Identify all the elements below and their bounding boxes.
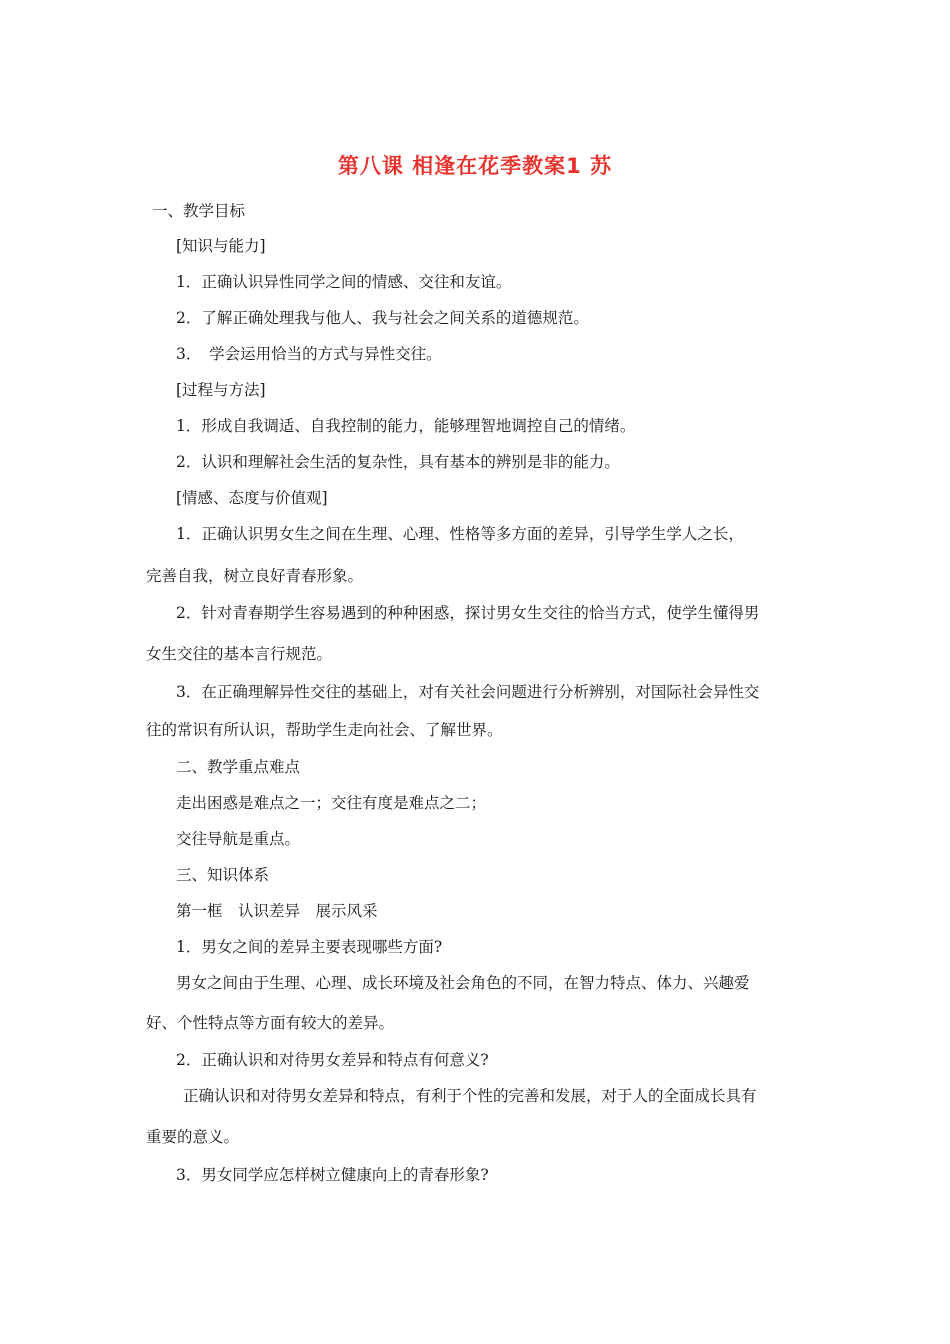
- question-line: 3．男女同学应怎样树立健康向上的青春形象?: [176, 1166, 489, 1184]
- paragraph-line: 2．针对青春期学生容易遇到的种种困惑，探讨男女生交往的恰当方式，使学生懂得男: [176, 604, 760, 622]
- paragraph-line: 2．认识和理解社会生活的复杂性，具有基本的辨别是非的能力。: [176, 453, 620, 471]
- subheading-knowledge-ability: [知识与能力]: [176, 237, 266, 255]
- paragraph-line: 重要的意义。: [146, 1128, 240, 1146]
- paragraph-line: 女生交往的基本言行规范。: [146, 645, 333, 663]
- subheading-first-frame: 第一框 认识差异 展示风采: [176, 902, 378, 920]
- document-title: 第八课 相逢在花季教案1 苏: [337, 154, 613, 178]
- paragraph-line: 完善自我，树立良好青春形象。: [146, 567, 364, 585]
- question-line: 1．男女之间的差异主要表现哪些方面?: [176, 938, 443, 956]
- section-heading-knowledge-system: 三、知识体系: [176, 866, 270, 884]
- paragraph-line: 1．正确认识男女生之间在生理、心理、性格等多方面的差异，引导学生学人之长，: [176, 525, 744, 543]
- paragraph-line: 1．正确认识异性同学之间的情感、交往和友谊。: [176, 273, 512, 291]
- paragraph-line: 2．了解正确处理我与他人、我与社会之间关系的道德规范。: [176, 309, 589, 327]
- paragraph-line: 往的常识有所认识，帮助学生走向社会、了解世界。: [146, 721, 503, 739]
- section-heading-objectives: 一、教学目标: [152, 202, 246, 220]
- paragraph-line: 走出困惑是难点之一；交往有度是难点之二；: [176, 794, 487, 812]
- paragraph-line: 1．形成自我调适、自我控制的能力，能够理智地调控自己的情绪。: [176, 417, 636, 435]
- subheading-process-method: [过程与方法]: [176, 381, 266, 399]
- paragraph-line: 正确认识和对待男女差异和特点，有利于个性的完善和发展，对于人的全面成长具有: [183, 1087, 757, 1105]
- paragraph-line: 3． 学会运用恰当的方式与异性交往。: [176, 345, 442, 363]
- subheading-emotion-attitude: [情感、态度与价值观]: [176, 489, 328, 507]
- paragraph-line: 交往导航是重点。: [176, 830, 301, 848]
- section-heading-key-points: 二、教学重点难点: [176, 758, 301, 776]
- paragraph-line: 3．在正确理解异性交往的基础上，对有关社会问题进行分析辨别，对国际社会异性交: [176, 683, 760, 701]
- question-line: 2．正确认识和对待男女差异和特点有何意义?: [176, 1051, 489, 1069]
- paragraph-line: 好、个性特点等方面有较大的差异。: [146, 1014, 395, 1032]
- paragraph-line: 男女之间由于生理、心理、成长环境及社会角色的不同，在智力特点、体力、兴趣爱: [176, 974, 750, 992]
